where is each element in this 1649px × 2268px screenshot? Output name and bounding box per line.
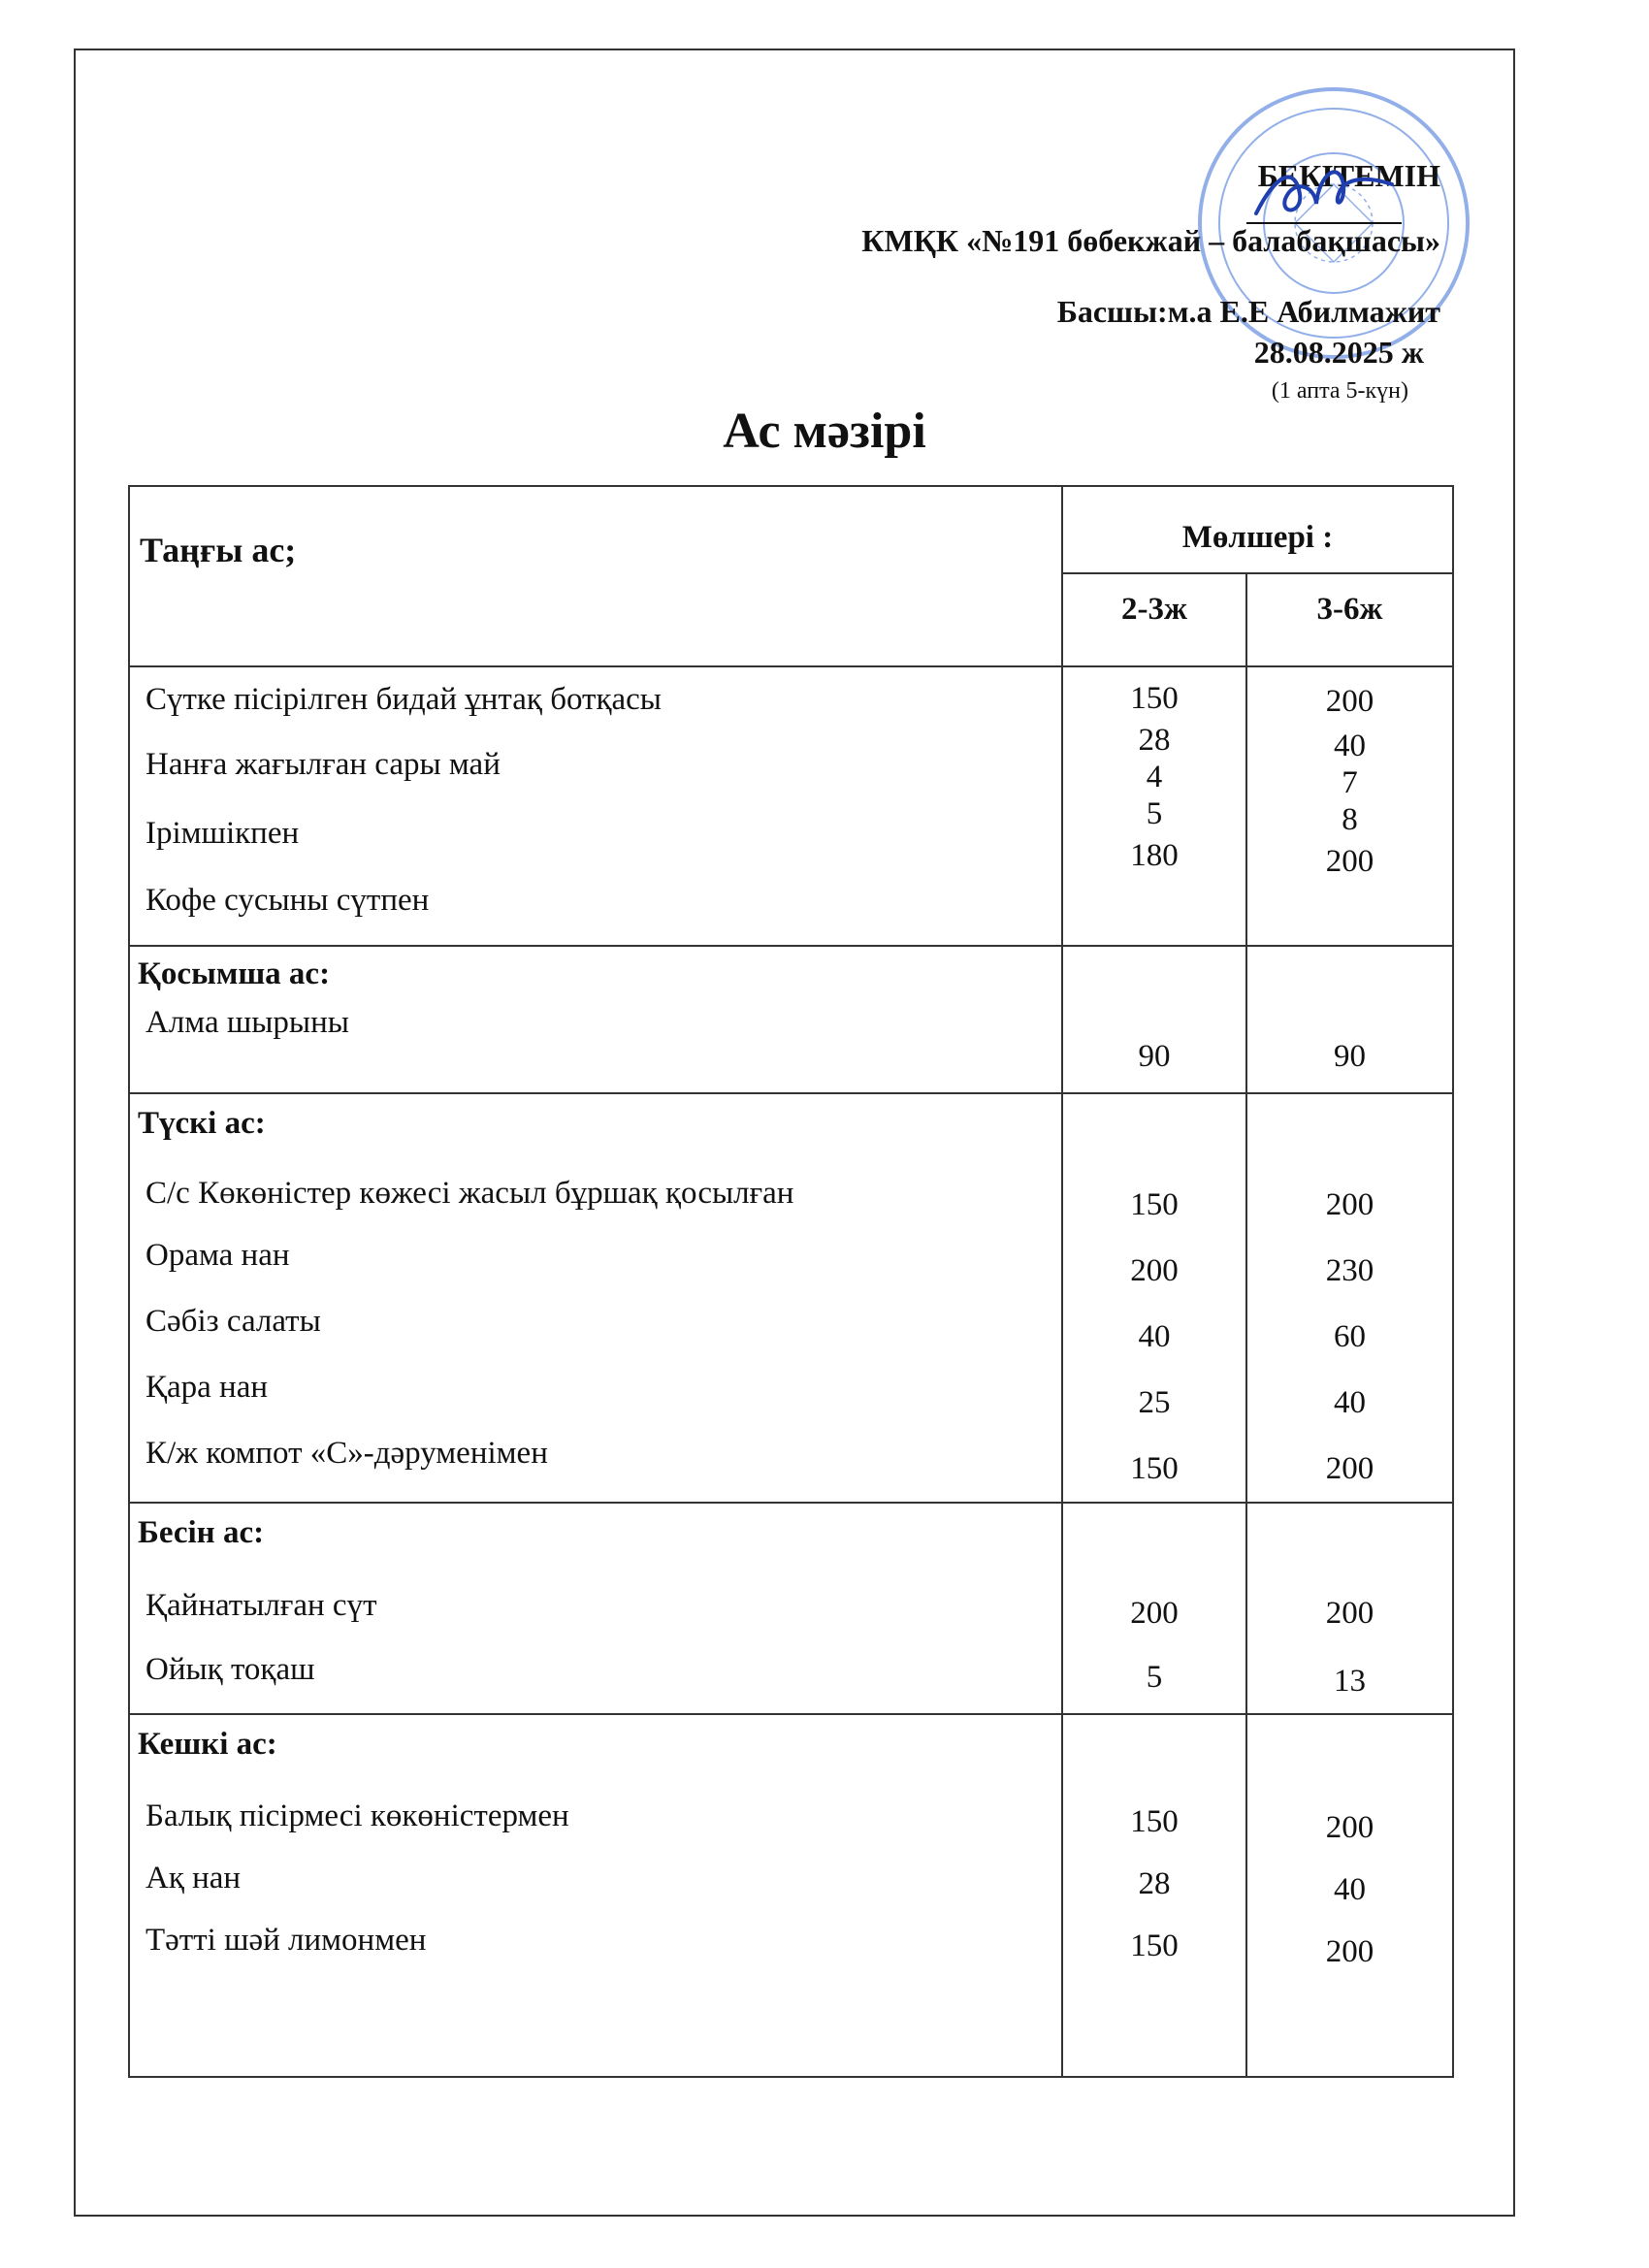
signature (1246, 155, 1402, 233)
qty-2-3: 200 (1130, 1596, 1179, 1631)
menu-item-name: Орама нан (146, 1238, 290, 1273)
qty-3-6: 40 (1334, 1872, 1366, 1907)
qty-3-6: 230 (1325, 1253, 1374, 1288)
qty-3-6: 60 (1334, 1319, 1366, 1354)
qty-3-6: 200 (1325, 1810, 1374, 1845)
qty-3-6: 200 (1325, 844, 1374, 879)
qty-2-3: 150 (1130, 681, 1179, 716)
menu-item-name: Қара нан (146, 1370, 269, 1405)
age-group-header: 2-3ж (1062, 573, 1246, 666)
qty-2-3: 150 (1130, 1928, 1179, 1963)
organization-name: КМҚК «№191 бөбекжай – балабақшасы» (861, 223, 1440, 258)
qty-2-3: 5 (1146, 1660, 1163, 1695)
qty-2-3: 200 (1130, 1253, 1179, 1288)
qty-3-6: 40 (1334, 1385, 1366, 1420)
qty-2-3: 150 (1130, 1451, 1179, 1486)
menu-table (128, 485, 1454, 2078)
age-group-header: 3-6ж (1246, 573, 1453, 666)
menu-section (129, 1714, 1453, 2077)
menu-item-name: Ойық тоқаш (146, 1652, 315, 1687)
head-line: Басшы:м.а Е.Е Абилмажит (1056, 294, 1440, 329)
menu-section (129, 1093, 1453, 1503)
qty-3-6: 200 (1325, 1187, 1374, 1222)
qty-2-3: 4 (1146, 760, 1163, 794)
menu-item-name: Қайнатылған сүт (146, 1588, 377, 1623)
menu-section (129, 666, 1453, 946)
section-title: Түскі ас: (138, 1106, 266, 1141)
amount-header: Мөлшері : (1062, 486, 1453, 573)
document-title: Ас мәзірі (723, 404, 926, 459)
menu-item-name: Тәтті шәй лимонмен (146, 1923, 427, 1958)
menu-item-name: Сәбіз салаты (146, 1304, 321, 1339)
qty-2-3: 150 (1130, 1187, 1179, 1222)
qty-3-6: 8 (1342, 802, 1358, 837)
qty-2-3: 28 (1138, 723, 1171, 758)
menu-item-name: Ақ нан (146, 1861, 242, 1895)
qty-3-6: 13 (1334, 1664, 1366, 1699)
menu-item-name: Балық пісірмесі көкөністермен (146, 1798, 569, 1833)
qty-2-3: 28 (1138, 1866, 1171, 1901)
menu-item-name: Алма шырыны (146, 1005, 349, 1040)
menu-item-name: К/ж компот «С»-дәруменімен (146, 1436, 548, 1471)
menu-item-name: С/с Көкөністер көжесі жасыл бұршақ қосылған (146, 1176, 794, 1211)
menu-item-name: Кофе сусыны сүтпен (146, 883, 430, 918)
qty-2-3: 5 (1146, 796, 1163, 831)
approval-date: 28.08.2025 ж (1253, 335, 1424, 370)
menu-item-name: Нанға жағылған сары май (146, 747, 501, 782)
qty-2-3: 90 (1138, 1039, 1171, 1074)
qty-2-3: 25 (1138, 1385, 1171, 1420)
menu-item-name: Сүтке пісірілген бидай ұнтақ ботқасы (146, 682, 662, 717)
approve-label: БЕКІТЕМІН (1257, 158, 1440, 193)
qty-3-6: 200 (1325, 1934, 1374, 1969)
first-header: Таңғы ас; (129, 486, 1062, 666)
qty-2-3: 40 (1138, 1319, 1171, 1354)
menu-section (129, 946, 1453, 1093)
qty-3-6: 40 (1334, 729, 1366, 763)
section-title: Қосымша ас: (138, 956, 331, 991)
qty-3-6: 90 (1334, 1039, 1366, 1074)
qty-3-6: 200 (1325, 1451, 1374, 1486)
qty-2-3: 180 (1130, 838, 1179, 873)
qty-3-6: 200 (1325, 1596, 1374, 1631)
qty-3-6: 200 (1325, 684, 1374, 719)
section-title: Кешкі ас: (138, 1727, 277, 1762)
week-day: (1 апта 5-күн) (1271, 378, 1408, 404)
qty-2-3: 150 (1130, 1804, 1179, 1839)
menu-section (129, 1503, 1453, 1714)
menu-item-name: Ірімшікпен (146, 816, 300, 851)
section-title: Бесін ас: (138, 1515, 265, 1550)
qty-3-6: 7 (1342, 765, 1358, 800)
